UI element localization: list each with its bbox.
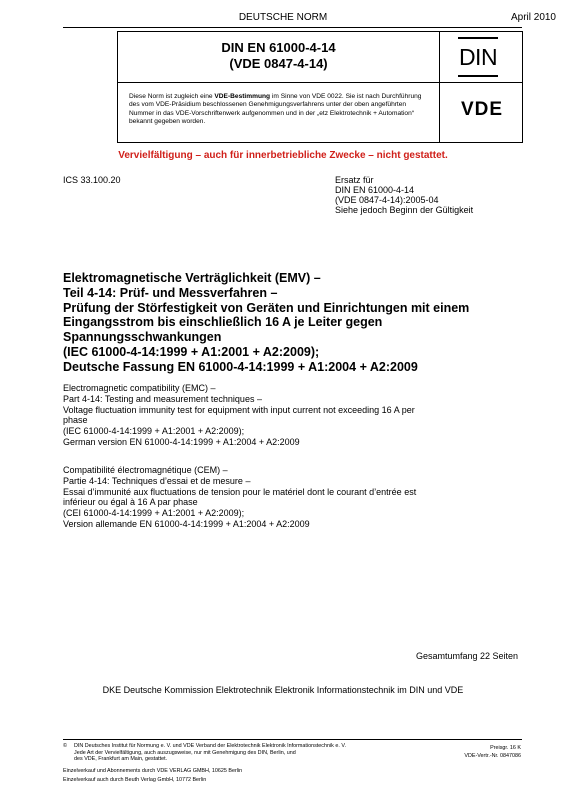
- title-german: Elektromagnetische Verträglichkeit (EMV) – Teil 4-14: Prüf- und Messverfahren – Prüfung der Störfestigkeit von Geräten und Einrichtungen mit einem Eingangsstrom bis einschließlich 16 A je Leiter gegen Spannungsschwankungen (IEC 61000-4-14:1999 + A1:2001 + A2:2009); Deutsche Fassung EN 61000-4-14:1999 + A1:2004 + A2:2009: [63, 271, 470, 374]
- sales-beuth: Einzelverkauf auch durch Beuth Verlag GmbH, 10772 Berlin: [63, 777, 207, 783]
- copyright-text: DIN Deutsches Institut für Normung e. V. und VDE Verband der Elektrotechnik Elektronik Informationstechnik e. V. Jede Art der Vervielfältigung, auch auszugsweise, nur mit Genehmigung des DIN, Berlin, und des VDE, Frankfurt am Main, gestattet.: [74, 743, 346, 763]
- vde-note-pre: Diese Norm ist zugleich eine: [129, 93, 215, 100]
- vde-number: (VDE 0847-4-14): [229, 56, 328, 71]
- vde-logo: VDE: [460, 99, 504, 120]
- dke-line: DKE Deutsche Kommission Elektrotechnik Elektronik Informationstechnik im DIN und VDE: [102, 685, 464, 695]
- sales-vde: Einzelverkauf und Abonnements durch VDE VERLAG GMBH, 10625 Berlin: [63, 768, 243, 774]
- header-box-vdivider: [439, 31, 440, 142]
- footer-rule: [63, 739, 522, 740]
- din-number: DIN EN 61000-4-14: [221, 40, 336, 55]
- header-rule: [63, 27, 522, 28]
- din-logo-text: DIN: [458, 44, 498, 70]
- vde-note-post: im Sinne von VDE 0022. Sie ist nach Durchführung des vom VDE-Präsidium beschlossenen Genehmigungsverfahrens unter der oben angeführten Nummer in das VDE-Vorschriftenwerk aufgenommen und in der „etz Elektrotechnik + Automation“ bekannt gegeben worden.: [129, 93, 422, 126]
- vde-note-bold: VDE-Bestimmung: [214, 93, 271, 100]
- din-logo: [458, 37, 498, 77]
- issue-date: April 2010: [510, 12, 556, 23]
- header-box-divider: [117, 82, 522, 83]
- standard-type: DEUTSCHE NORM: [238, 12, 328, 23]
- ics-code: ICS 33.100.20: [63, 175, 121, 185]
- title-english: Electromagnetic compatibility (EMC) – Part 4-14: Testing and measurement techniques – Voltage fluctuation immunity test for equipment with input current not exceeding 16 A per phase (IEC 61000-4-14:1999 + A1:2001 + A2:2009); German version EN 61000-4-14:1999 + A1:2004 + A2:2009: [63, 383, 415, 447]
- vde-order-number: VDE-Vertr.-Nr. 0847086: [464, 753, 521, 759]
- price-group: Preisgr. 16 K: [490, 745, 521, 751]
- copyright-warning: Vervielfältigung – auch für innerbetriebliche Zwecke – nicht gestattet.: [118, 150, 448, 161]
- title-french: Compatibilité électromagnétique (CEM) – Partie 4-14: Techniques d’essai et de mesure – Essai d’immunité aux fluctuations de tension pour le matériel dont le courant d’entrée est inférieur ou égal à 16 A par phase (CEI 61000-4-14:1999 + A1:2001 + A2:2009); Version allemande EN 61000-4-14:1999 + A1:2004 + A2:2009: [63, 465, 417, 529]
- replacement-note: Ersatz für DIN EN 61000-4-14 (VDE 0847-4-14):2005-04 Siehe jedoch Beginn der Gültigkeit: [335, 175, 474, 215]
- vde-note: [129, 93, 431, 127]
- total-pages: Gesamtumfang 22 Seiten: [415, 651, 518, 661]
- copyright-symbol: ©: [63, 743, 67, 749]
